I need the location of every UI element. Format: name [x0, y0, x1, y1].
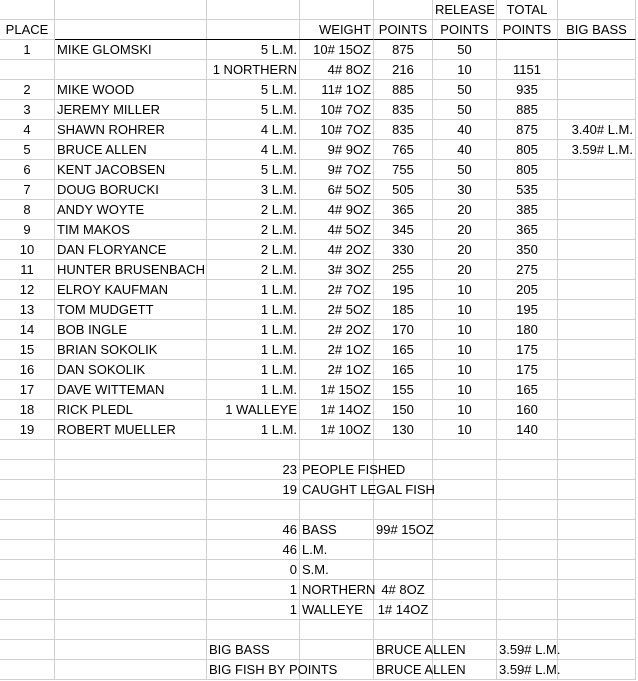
cell[interactable]: [300, 640, 374, 660]
big-bass-cell[interactable]: [558, 320, 636, 340]
weight-cell[interactable]: 1# 15OZ: [300, 380, 374, 400]
bass-weight[interactable]: 99# 15OZ: [374, 520, 433, 540]
weight-cell[interactable]: 2# 2OZ: [300, 320, 374, 340]
release-cell[interactable]: 10: [433, 320, 497, 340]
fish-cell[interactable]: 2 L.M.: [207, 240, 300, 260]
cell[interactable]: [300, 440, 374, 460]
cell[interactable]: [55, 520, 207, 540]
points-cell[interactable]: 345: [374, 220, 433, 240]
big-fish-name[interactable]: BRUCE ALLEN: [374, 660, 433, 680]
release-cell[interactable]: 20: [433, 200, 497, 220]
header-points[interactable]: POINTS: [374, 20, 433, 40]
place-cell[interactable]: 17: [0, 380, 55, 400]
big-bass-name[interactable]: BRUCE ALLEN: [374, 640, 433, 660]
points-cell[interactable]: 165: [374, 360, 433, 380]
fish-cell[interactable]: 1 L.M.: [207, 300, 300, 320]
cell[interactable]: [497, 480, 558, 500]
total-cell[interactable]: [497, 40, 558, 60]
cell[interactable]: [433, 600, 497, 620]
weight-cell[interactable]: 2# 1OZ: [300, 340, 374, 360]
place-cell[interactable]: 19: [0, 420, 55, 440]
name-cell[interactable]: [55, 60, 207, 80]
points-cell[interactable]: 170: [374, 320, 433, 340]
big-bass-cell[interactable]: [558, 160, 636, 180]
fish-cell[interactable]: 2 L.M.: [207, 200, 300, 220]
cell[interactable]: [0, 600, 55, 620]
northern-label[interactable]: NORTHERN: [300, 580, 374, 600]
big-bass-cell[interactable]: [558, 260, 636, 280]
cell[interactable]: [433, 520, 497, 540]
fish-cell[interactable]: 1 L.M.: [207, 420, 300, 440]
name-cell[interactable]: TIM MAKOS: [55, 220, 207, 240]
big-bass-cell[interactable]: [558, 400, 636, 420]
bass-count[interactable]: 46: [207, 520, 300, 540]
cell[interactable]: [55, 640, 207, 660]
release-cell[interactable]: 50: [433, 40, 497, 60]
big-bass-cell[interactable]: [558, 300, 636, 320]
total-cell[interactable]: 175: [497, 360, 558, 380]
cell[interactable]: [374, 620, 433, 640]
place-cell[interactable]: 4: [0, 120, 55, 140]
cell[interactable]: [0, 660, 55, 680]
name-cell[interactable]: RICK PLEDL: [55, 400, 207, 420]
points-cell[interactable]: 130: [374, 420, 433, 440]
cell[interactable]: [55, 480, 207, 500]
points-cell[interactable]: 185: [374, 300, 433, 320]
lm-label[interactable]: L.M.: [300, 540, 374, 560]
caught-legal-label[interactable]: CAUGHT LEGAL FISH: [300, 480, 374, 500]
cell[interactable]: [0, 560, 55, 580]
place-cell[interactable]: 12: [0, 280, 55, 300]
cell[interactable]: [207, 500, 300, 520]
total-cell[interactable]: 175: [497, 340, 558, 360]
release-cell[interactable]: 50: [433, 160, 497, 180]
cell[interactable]: [55, 440, 207, 460]
big-bass-cell[interactable]: [558, 80, 636, 100]
big-bass-cell[interactable]: 3.59# L.M.: [558, 140, 636, 160]
cell[interactable]: [497, 440, 558, 460]
cell[interactable]: [55, 620, 207, 640]
points-cell[interactable]: 195: [374, 280, 433, 300]
release-cell[interactable]: 10: [433, 300, 497, 320]
weight-cell[interactable]: 11# 1OZ: [300, 80, 374, 100]
name-cell[interactable]: KENT JACOBSEN: [55, 160, 207, 180]
weight-cell[interactable]: 9# 7OZ: [300, 160, 374, 180]
place-cell[interactable]: 15: [0, 340, 55, 360]
name-cell[interactable]: MIKE WOOD: [55, 80, 207, 100]
place-cell[interactable]: 9: [0, 220, 55, 240]
cell[interactable]: [0, 540, 55, 560]
big-fish-value[interactable]: 3.59# L.M.: [497, 660, 558, 680]
big-bass-cell[interactable]: [558, 100, 636, 120]
points-cell[interactable]: 835: [374, 100, 433, 120]
release-cell[interactable]: 10: [433, 360, 497, 380]
cell[interactable]: [558, 600, 636, 620]
cell[interactable]: [497, 580, 558, 600]
points-cell[interactable]: 330: [374, 240, 433, 260]
cell[interactable]: [207, 620, 300, 640]
fish-cell[interactable]: 4 L.M.: [207, 120, 300, 140]
total-cell[interactable]: 385: [497, 200, 558, 220]
fish-cell[interactable]: 5 L.M.: [207, 100, 300, 120]
total-cell[interactable]: 805: [497, 140, 558, 160]
place-cell[interactable]: 14: [0, 320, 55, 340]
place-cell[interactable]: [0, 60, 55, 80]
cell[interactable]: [207, 0, 300, 20]
cell[interactable]: [558, 500, 636, 520]
people-fished-count[interactable]: 23: [207, 460, 300, 480]
name-cell[interactable]: DAVE WITTEMAN: [55, 380, 207, 400]
cell[interactable]: [55, 600, 207, 620]
place-cell[interactable]: 16: [0, 360, 55, 380]
cell[interactable]: [497, 620, 558, 640]
cell[interactable]: [433, 580, 497, 600]
place-cell[interactable]: 13: [0, 300, 55, 320]
big-bass-cell[interactable]: [558, 420, 636, 440]
cell[interactable]: [558, 0, 636, 20]
total-cell[interactable]: 205: [497, 280, 558, 300]
points-cell[interactable]: 216: [374, 60, 433, 80]
lm-count[interactable]: 46: [207, 540, 300, 560]
place-cell[interactable]: 18: [0, 400, 55, 420]
total-cell[interactable]: 365: [497, 220, 558, 240]
points-cell[interactable]: 755: [374, 160, 433, 180]
points-cell[interactable]: 155: [374, 380, 433, 400]
total-cell[interactable]: 195: [497, 300, 558, 320]
fish-cell[interactable]: 2 L.M.: [207, 260, 300, 280]
weight-cell[interactable]: 9# 9OZ: [300, 140, 374, 160]
cell[interactable]: [558, 460, 636, 480]
release-cell[interactable]: 30: [433, 180, 497, 200]
release-cell[interactable]: 10: [433, 60, 497, 80]
place-cell[interactable]: 11: [0, 260, 55, 280]
name-cell[interactable]: SHAWN ROHRER: [55, 120, 207, 140]
weight-cell[interactable]: 10# 7OZ: [300, 100, 374, 120]
points-cell[interactable]: 365: [374, 200, 433, 220]
big-bass-cell[interactable]: 3.40# L.M.: [558, 120, 636, 140]
cell[interactable]: [374, 560, 433, 580]
cell[interactable]: [558, 540, 636, 560]
fish-cell[interactable]: 1 L.M.: [207, 340, 300, 360]
place-cell[interactable]: 8: [0, 200, 55, 220]
fish-cell[interactable]: 1 L.M.: [207, 280, 300, 300]
total-cell[interactable]: 875: [497, 120, 558, 140]
cell[interactable]: [0, 460, 55, 480]
name-cell[interactable]: TOM MUDGETT: [55, 300, 207, 320]
name-cell[interactable]: DOUG BORUCKI: [55, 180, 207, 200]
cell[interactable]: [433, 440, 497, 460]
name-cell[interactable]: JEREMY MILLER: [55, 100, 207, 120]
big-fish-label[interactable]: BIG FISH BY POINTS: [207, 660, 300, 680]
release-cell[interactable]: 50: [433, 80, 497, 100]
cell[interactable]: [558, 640, 636, 660]
total-cell[interactable]: 160: [497, 400, 558, 420]
name-cell[interactable]: MIKE GLOMSKI: [55, 40, 207, 60]
cell[interactable]: [55, 20, 207, 40]
sm-count[interactable]: 0: [207, 560, 300, 580]
header-big-bass[interactable]: BIG BASS: [558, 20, 636, 40]
walleye-label[interactable]: WALLEYE: [300, 600, 374, 620]
header-total[interactable]: TOTAL: [497, 0, 558, 20]
weight-cell[interactable]: 3# 3OZ: [300, 260, 374, 280]
big-bass-value[interactable]: 3.59# L.M.: [497, 640, 558, 660]
total-cell[interactable]: 885: [497, 100, 558, 120]
header-total-points[interactable]: POINTS: [497, 20, 558, 40]
points-cell[interactable]: 505: [374, 180, 433, 200]
big-bass-cell[interactable]: [558, 180, 636, 200]
weight-cell[interactable]: 4# 8OZ: [300, 60, 374, 80]
total-cell[interactable]: 535: [497, 180, 558, 200]
place-cell[interactable]: 7: [0, 180, 55, 200]
cell[interactable]: [497, 460, 558, 480]
points-cell[interactable]: 165: [374, 340, 433, 360]
place-cell[interactable]: 3: [0, 100, 55, 120]
cell[interactable]: [55, 540, 207, 560]
big-bass-cell[interactable]: [558, 360, 636, 380]
points-cell[interactable]: 255: [374, 260, 433, 280]
cell[interactable]: [558, 560, 636, 580]
weight-cell[interactable]: 6# 5OZ: [300, 180, 374, 200]
cell[interactable]: [300, 620, 374, 640]
release-cell[interactable]: 20: [433, 260, 497, 280]
big-bass-cell[interactable]: [558, 280, 636, 300]
bass-label[interactable]: BASS: [300, 520, 374, 540]
name-cell[interactable]: BRUCE ALLEN: [55, 140, 207, 160]
total-cell[interactable]: 350: [497, 240, 558, 260]
header-release[interactable]: RELEASE: [433, 0, 497, 20]
weight-cell[interactable]: 1# 10OZ: [300, 420, 374, 440]
big-bass-cell[interactable]: [558, 40, 636, 60]
name-cell[interactable]: DAN SOKOLIK: [55, 360, 207, 380]
header-release-points[interactable]: POINTS: [433, 20, 497, 40]
cell[interactable]: [55, 0, 207, 20]
points-cell[interactable]: 835: [374, 120, 433, 140]
big-bass-cell[interactable]: [558, 240, 636, 260]
place-cell[interactable]: 10: [0, 240, 55, 260]
header-weight[interactable]: WEIGHT: [300, 20, 374, 40]
fish-cell[interactable]: 4 L.M.: [207, 140, 300, 160]
release-cell[interactable]: 20: [433, 220, 497, 240]
weight-cell[interactable]: 10# 7OZ: [300, 120, 374, 140]
cell[interactable]: [433, 620, 497, 640]
place-cell[interactable]: 2: [0, 80, 55, 100]
release-cell[interactable]: 10: [433, 400, 497, 420]
cell[interactable]: [374, 440, 433, 460]
release-cell[interactable]: 10: [433, 340, 497, 360]
fish-cell[interactable]: 5 L.M.: [207, 40, 300, 60]
cell[interactable]: [374, 0, 433, 20]
fish-cell[interactable]: 1 L.M.: [207, 320, 300, 340]
fish-cell[interactable]: 1 NORTHERN: [207, 60, 300, 80]
cell[interactable]: [300, 500, 374, 520]
weight-cell[interactable]: 1# 14OZ: [300, 400, 374, 420]
release-cell[interactable]: 50: [433, 100, 497, 120]
total-cell[interactable]: 935: [497, 80, 558, 100]
cell[interactable]: [433, 460, 497, 480]
cell[interactable]: [0, 640, 55, 660]
cell[interactable]: [433, 500, 497, 520]
fish-cell[interactable]: 1 L.M.: [207, 360, 300, 380]
cell[interactable]: [497, 600, 558, 620]
fish-cell[interactable]: 5 L.M.: [207, 80, 300, 100]
cell[interactable]: [497, 540, 558, 560]
total-cell[interactable]: 180: [497, 320, 558, 340]
cell[interactable]: [0, 520, 55, 540]
name-cell[interactable]: ROBERT MUELLER: [55, 420, 207, 440]
fish-cell[interactable]: 1 L.M.: [207, 380, 300, 400]
place-cell[interactable]: 1: [0, 40, 55, 60]
cell[interactable]: [433, 560, 497, 580]
cell[interactable]: [0, 500, 55, 520]
northern-weight[interactable]: 4# 8OZ: [374, 580, 433, 600]
cell[interactable]: [558, 580, 636, 600]
release-cell[interactable]: 10: [433, 420, 497, 440]
cell[interactable]: [207, 20, 300, 40]
release-cell[interactable]: 10: [433, 380, 497, 400]
total-cell[interactable]: 275: [497, 260, 558, 280]
big-bass-cell[interactable]: [558, 200, 636, 220]
name-cell[interactable]: BRIAN SOKOLIK: [55, 340, 207, 360]
total-cell[interactable]: 165: [497, 380, 558, 400]
points-cell[interactable]: 875: [374, 40, 433, 60]
weight-cell[interactable]: 2# 7OZ: [300, 280, 374, 300]
cell[interactable]: [55, 580, 207, 600]
release-cell[interactable]: 40: [433, 140, 497, 160]
cell[interactable]: [55, 500, 207, 520]
big-bass-cell[interactable]: [558, 60, 636, 80]
cell[interactable]: [0, 440, 55, 460]
place-cell[interactable]: 6: [0, 160, 55, 180]
fish-cell[interactable]: 1 WALLEYE: [207, 400, 300, 420]
release-cell[interactable]: 10: [433, 280, 497, 300]
big-bass-cell[interactable]: [558, 220, 636, 240]
total-cell[interactable]: 1151: [497, 60, 558, 80]
name-cell[interactable]: DAN FLORYANCE: [55, 240, 207, 260]
big-bass-cell[interactable]: [558, 380, 636, 400]
big-bass-label[interactable]: BIG BASS: [207, 640, 300, 660]
release-cell[interactable]: 40: [433, 120, 497, 140]
cell[interactable]: [55, 460, 207, 480]
weight-cell[interactable]: 2# 5OZ: [300, 300, 374, 320]
cell[interactable]: [374, 540, 433, 560]
weight-cell[interactable]: 10# 15OZ: [300, 40, 374, 60]
header-place[interactable]: PLACE: [0, 20, 55, 40]
northern-count[interactable]: 1: [207, 580, 300, 600]
cell[interactable]: [558, 440, 636, 460]
total-cell[interactable]: 140: [497, 420, 558, 440]
fish-cell[interactable]: 2 L.M.: [207, 220, 300, 240]
cell[interactable]: [0, 0, 55, 20]
cell[interactable]: [55, 560, 207, 580]
cell[interactable]: [558, 480, 636, 500]
cell[interactable]: [374, 500, 433, 520]
weight-cell[interactable]: 4# 5OZ: [300, 220, 374, 240]
release-cell[interactable]: 20: [433, 240, 497, 260]
cell[interactable]: [207, 440, 300, 460]
fish-cell[interactable]: 3 L.M.: [207, 180, 300, 200]
name-cell[interactable]: HUNTER BRUSENBACH: [55, 260, 207, 280]
points-cell[interactable]: 765: [374, 140, 433, 160]
cell[interactable]: [300, 0, 374, 20]
points-cell[interactable]: 885: [374, 80, 433, 100]
cell[interactable]: [558, 520, 636, 540]
cell[interactable]: [497, 520, 558, 540]
name-cell[interactable]: ANDY WOYTE: [55, 200, 207, 220]
total-cell[interactable]: 805: [497, 160, 558, 180]
cell[interactable]: [433, 480, 497, 500]
weight-cell[interactable]: 4# 2OZ: [300, 240, 374, 260]
place-cell[interactable]: 5: [0, 140, 55, 160]
name-cell[interactable]: BOB INGLE: [55, 320, 207, 340]
cell[interactable]: [0, 620, 55, 640]
fish-cell[interactable]: 5 L.M.: [207, 160, 300, 180]
weight-cell[interactable]: 2# 1OZ: [300, 360, 374, 380]
walleye-weight[interactable]: 1# 14OZ: [374, 600, 433, 620]
cell[interactable]: [55, 660, 207, 680]
points-cell[interactable]: 150: [374, 400, 433, 420]
people-fished-label[interactable]: PEOPLE FISHED: [300, 460, 374, 480]
cell[interactable]: [497, 560, 558, 580]
sm-label[interactable]: S.M.: [300, 560, 374, 580]
weight-cell[interactable]: 4# 9OZ: [300, 200, 374, 220]
cell[interactable]: [0, 480, 55, 500]
walleye-count[interactable]: 1: [207, 600, 300, 620]
big-bass-cell[interactable]: [558, 340, 636, 360]
cell[interactable]: [497, 500, 558, 520]
cell[interactable]: [433, 540, 497, 560]
cell[interactable]: [0, 580, 55, 600]
cell[interactable]: [558, 660, 636, 680]
caught-legal-count[interactable]: 19: [207, 480, 300, 500]
name-cell[interactable]: ELROY KAUFMAN: [55, 280, 207, 300]
cell[interactable]: [558, 620, 636, 640]
